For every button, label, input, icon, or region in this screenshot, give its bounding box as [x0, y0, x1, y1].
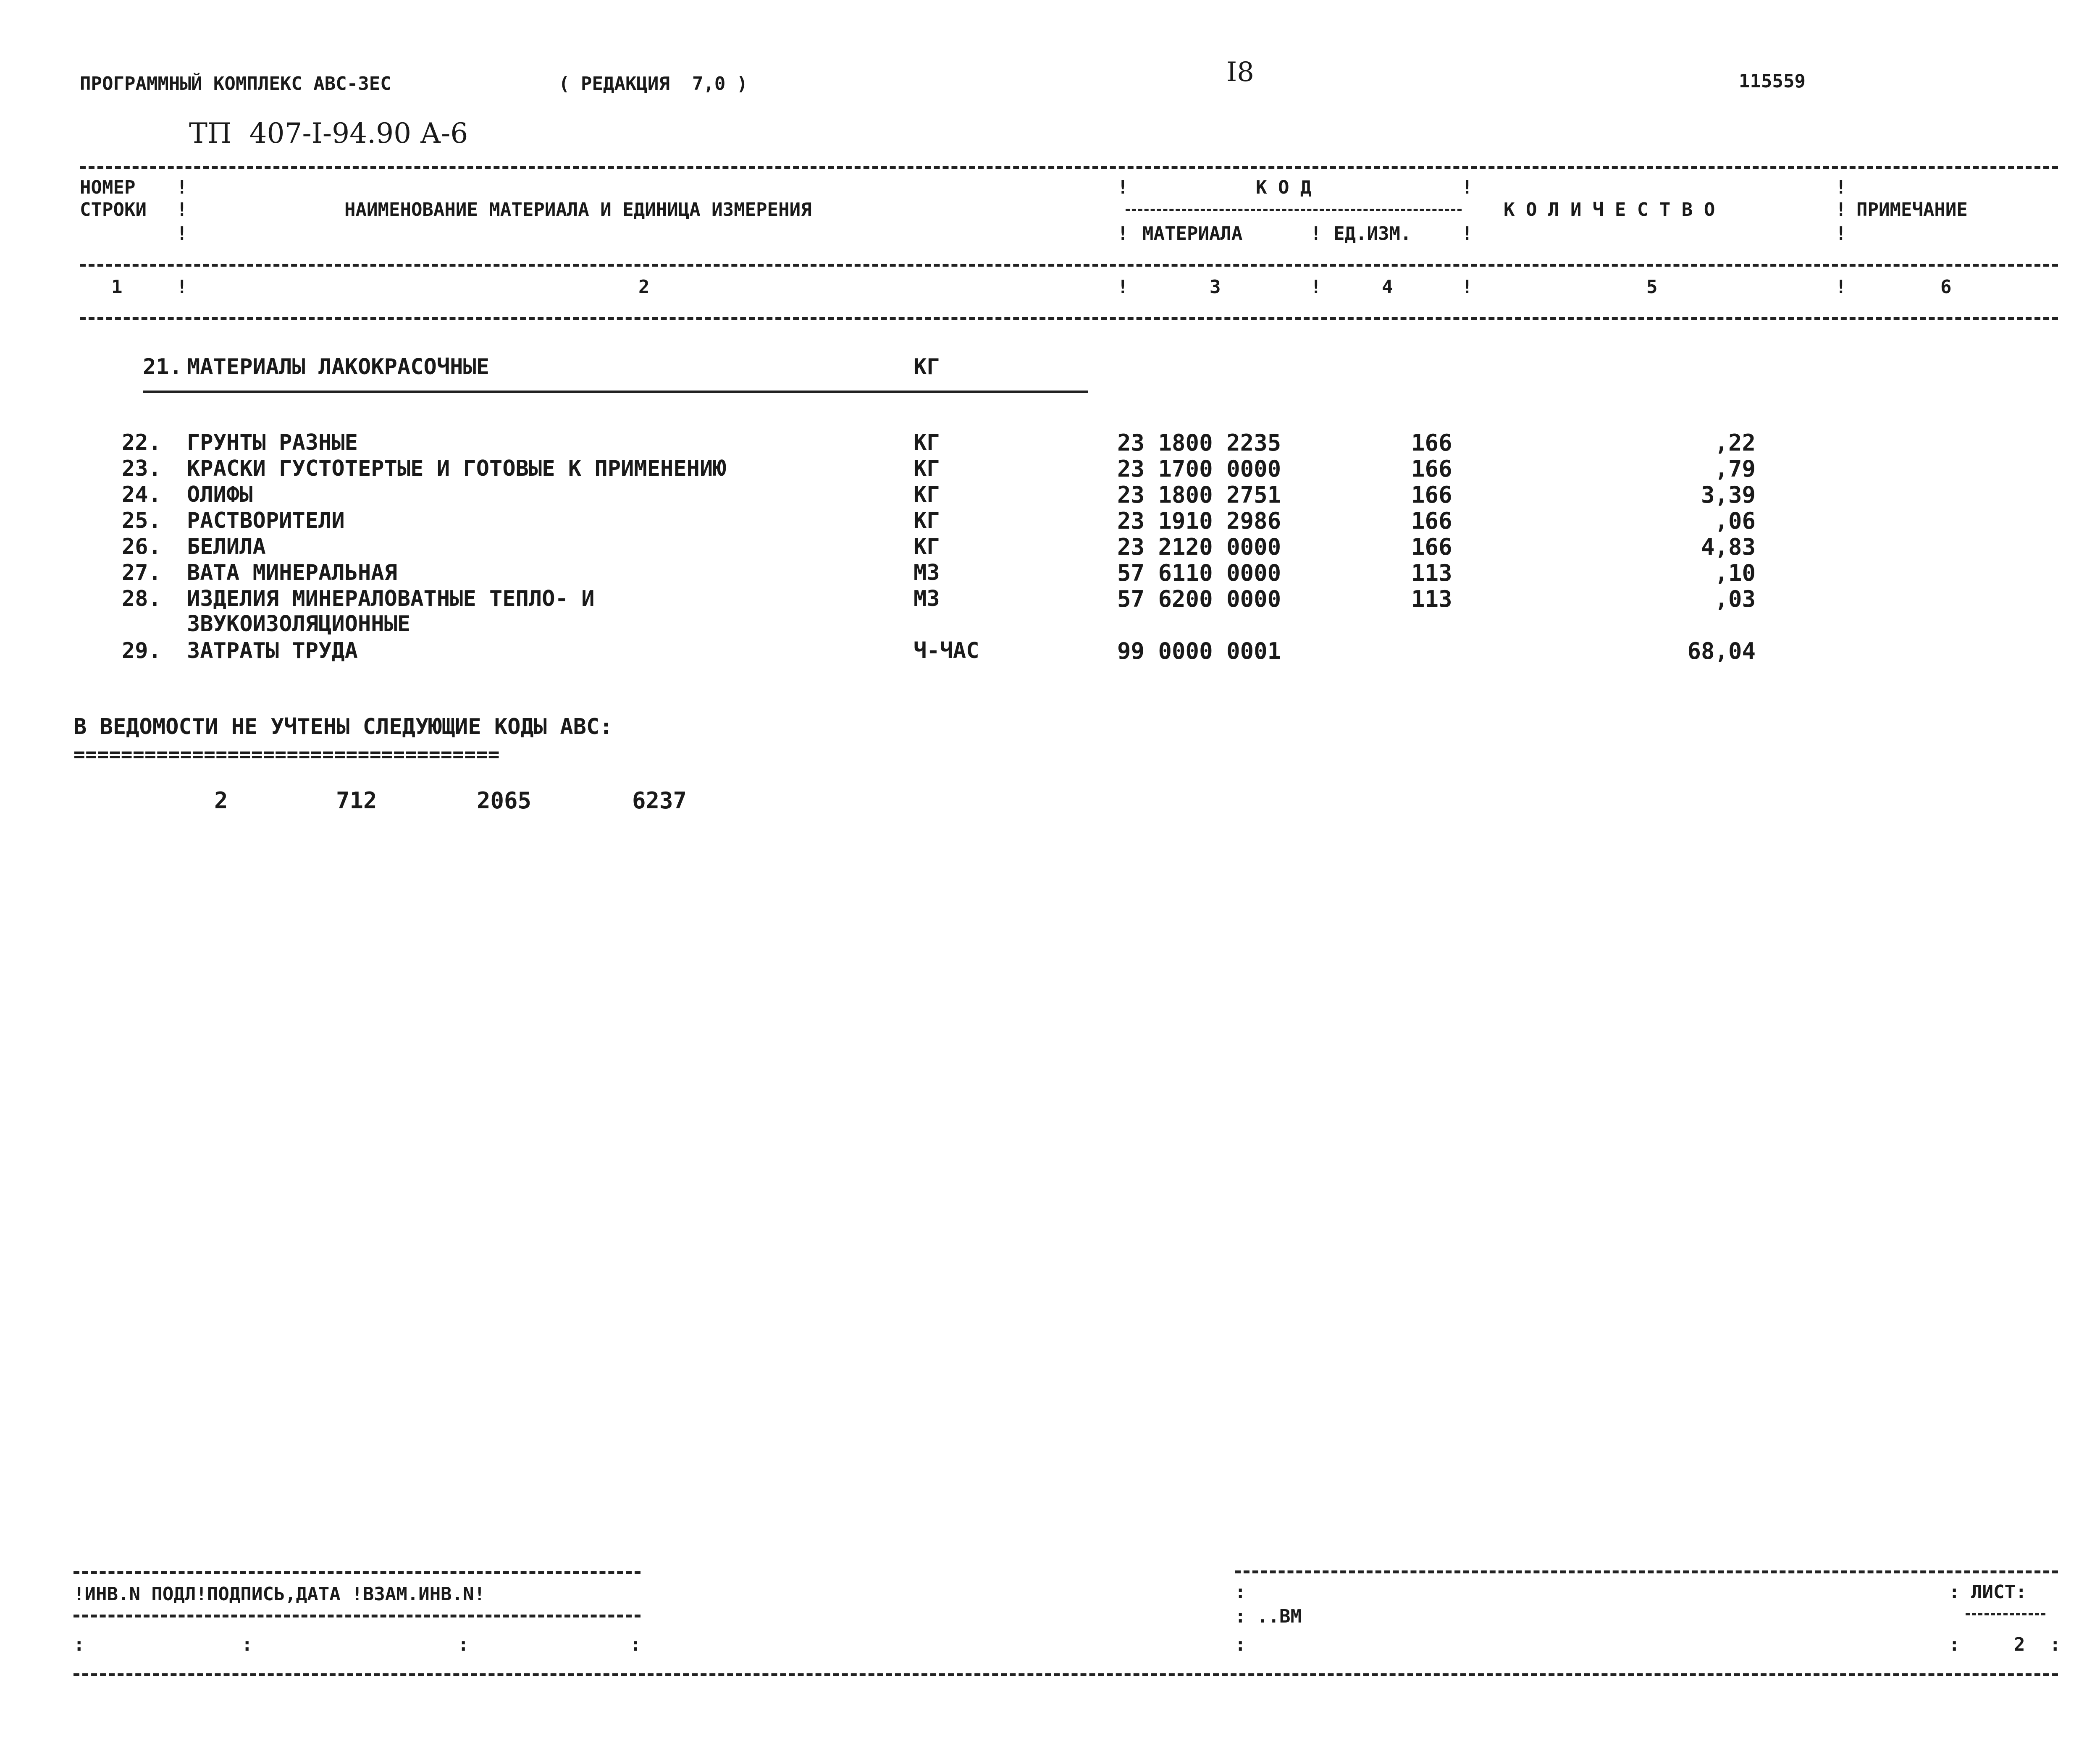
quantity-value: 4,83 — [1701, 534, 1756, 560]
header-colon: ! — [176, 177, 188, 198]
material-code: 23 1800 2235 — [1117, 430, 1281, 456]
header-code-material: МАТЕРИАЛА — [1142, 223, 1243, 244]
header-row-no-line2: СТРОКИ — [80, 199, 147, 220]
material-name-continued: ЗВУКОИЗОЛЯЦИОННЫЕ — [187, 611, 411, 637]
page-number: I8 — [1226, 57, 1254, 88]
material-code: 23 1800 2751 — [1117, 482, 1281, 508]
col-number-4: 4 — [1382, 276, 1393, 298]
header-colon: ! — [1310, 223, 1322, 244]
stamp-colon: : — [242, 1634, 253, 1655]
material-unit: КГ — [914, 508, 940, 533]
quantity-value: 68,04 — [1687, 638, 1756, 664]
code-group-rule — [1126, 209, 1462, 211]
col-number-6: 6 — [1940, 276, 1952, 298]
header-colon: ! — [1310, 276, 1322, 298]
header-colon: ! — [1462, 223, 1473, 244]
header-colon: ! — [1835, 177, 1847, 198]
excluded-code: 712 — [336, 787, 377, 814]
excluded-code: 2 — [214, 787, 228, 814]
material-unit: КГ — [914, 354, 940, 380]
edition-label: ( РЕДАКЦИЯ 7,0 ) — [559, 73, 748, 94]
header-note: ПРИМЕЧАНИЕ — [1856, 199, 1968, 220]
project-code: ТП 407-I-94.90 А-6 — [189, 117, 468, 149]
program-title: ПРОГРАММНЫЙ КОМПЛЕКС АВС-3ЕС — [80, 73, 391, 94]
group-underline — [143, 391, 1088, 393]
material-name: ИЗДЕЛИЯ МИНЕРАЛОВАТНЫЕ ТЕПЛО- И — [187, 586, 595, 611]
material-unit: М3 — [914, 586, 940, 611]
stamp-left-mid-rule — [74, 1615, 640, 1617]
material-name: ОЛИФЫ — [187, 482, 253, 507]
unit-code: 166 — [1411, 508, 1452, 534]
header-code-group: К О Д — [1256, 177, 1312, 198]
header-colon: ! — [1462, 276, 1473, 298]
quantity-value: ,10 — [1714, 560, 1756, 586]
stamp-colon: : — [1235, 1581, 1246, 1603]
quantity-value: ,22 — [1714, 430, 1756, 456]
material-unit: КГ — [914, 482, 940, 507]
quantity-value: ,06 — [1714, 508, 1756, 534]
material-name: МАТЕРИАЛЫ ЛАКОКРАСОЧНЫЕ — [187, 354, 490, 380]
stamp-colon: : — [2050, 1634, 2061, 1655]
header-colon: ! — [1835, 276, 1847, 298]
stamp-colon: : — [74, 1634, 85, 1655]
row-number: 27. — [122, 560, 161, 585]
excluded-code: 6237 — [632, 787, 687, 814]
quantity-value: ,79 — [1714, 456, 1756, 482]
header-colon: ! — [1835, 199, 1847, 220]
row-number: 26. — [122, 534, 161, 559]
quantity-value: ,03 — [1714, 586, 1756, 612]
header-colon: ! — [1462, 177, 1473, 198]
unit-code: 166 — [1411, 482, 1452, 508]
stamp-colon: : — [1949, 1634, 1960, 1655]
quantity-value: 3,39 — [1701, 482, 1756, 508]
material-name: ВАТА МИНЕРАЛЬНАЯ — [187, 560, 397, 585]
unit-code: 166 — [1411, 456, 1452, 482]
material-code: 23 1700 0000 — [1117, 456, 1281, 482]
header-bottom-rule — [80, 317, 2058, 320]
header-quantity: К О Л И Ч Е С Т В О — [1504, 199, 1715, 220]
header-colon: ! — [176, 199, 188, 220]
header-mid-rule — [80, 264, 2058, 267]
footnote-text: В ВЕДОМОСТИ НЕ УЧТЕНЫ СЛЕДУЮЩИЕ КОДЫ АВС: — [74, 714, 613, 739]
row-number: 22. — [122, 430, 161, 455]
header-name: НАИМЕНОВАНИЕ МАТЕРИАЛА И ЕДИНИЦА ИЗМЕРЕНИЯ — [344, 199, 812, 220]
excluded-code: 2065 — [477, 787, 532, 814]
header-colon: ! — [1117, 223, 1129, 244]
stamp-colon: : — [458, 1634, 469, 1655]
header-colon: ! — [1117, 177, 1129, 198]
stamp-sheet-rule — [1966, 1613, 2045, 1615]
material-code: 23 1910 2986 — [1117, 508, 1281, 534]
material-unit: М3 — [914, 560, 940, 585]
header-row-no-line1: НОМЕР — [80, 177, 136, 198]
row-number: 23. — [122, 456, 161, 481]
table-top-rule — [80, 166, 2058, 169]
stamp-left-top-rule — [74, 1571, 640, 1574]
row-number: 28. — [122, 586, 161, 611]
footnote-underline: ==================================== — [74, 743, 500, 765]
material-unit: КГ — [914, 534, 940, 559]
material-name: ГРУНТЫ РАЗНЫЕ — [187, 430, 358, 455]
header-colon: ! — [176, 276, 188, 298]
row-number: 24. — [122, 482, 161, 507]
material-code: 23 2120 0000 — [1117, 534, 1281, 560]
col-number-5: 5 — [1646, 276, 1658, 298]
material-name: ЗАТРАТЫ ТРУДА — [187, 638, 358, 663]
stamp-bottom-rule — [74, 1673, 2058, 1676]
col-number-1: 1 — [111, 276, 123, 298]
col-number-3: 3 — [1210, 276, 1221, 298]
material-unit: КГ — [914, 430, 940, 455]
stamp-colon: : — [630, 1634, 641, 1655]
col-number-2: 2 — [638, 276, 650, 298]
sheet-number: 2 — [2014, 1634, 2025, 1655]
stamp-vm-label: : ..ВМ — [1235, 1606, 1302, 1627]
stamp-right-top-rule — [1235, 1570, 2058, 1573]
row-number: 25. — [122, 508, 161, 533]
material-name: РАСТВОРИТЕЛИ — [187, 508, 345, 533]
unit-code: 166 — [1411, 430, 1452, 456]
material-code: 99 0000 0001 — [1117, 638, 1281, 664]
material-name: БЕЛИЛА — [187, 534, 266, 559]
material-code: 57 6110 0000 — [1117, 560, 1281, 586]
row-number: 29. — [122, 638, 161, 663]
material-code: 57 6200 0000 — [1117, 586, 1281, 612]
header-colon: ! — [1835, 223, 1847, 244]
header-colon: ! — [176, 223, 188, 244]
unit-code: 113 — [1411, 560, 1452, 586]
document-number: 115559 — [1739, 71, 1806, 92]
material-unit: КГ — [914, 456, 940, 481]
stamp-sheet-label: : ЛИСТ: — [1949, 1581, 2027, 1603]
header-code-unit: ЕД.ИЗМ. — [1334, 223, 1412, 244]
unit-code: 113 — [1411, 586, 1452, 612]
material-unit: Ч-ЧАС — [914, 638, 979, 663]
header-colon: ! — [1117, 276, 1129, 298]
stamp-inventory-line: !ИНВ.N ПОДЛ!ПОДПИСЬ,ДАТА !ВЗАМ.ИНВ.N! — [74, 1583, 486, 1605]
unit-code: 166 — [1411, 534, 1452, 560]
material-name: КРАСКИ ГУСТОТЕРТЫЕ И ГОТОВЫЕ К ПРИМЕНЕНИЮ — [187, 456, 726, 481]
stamp-colon: : — [1235, 1634, 1246, 1655]
row-number: 21. — [143, 354, 182, 380]
